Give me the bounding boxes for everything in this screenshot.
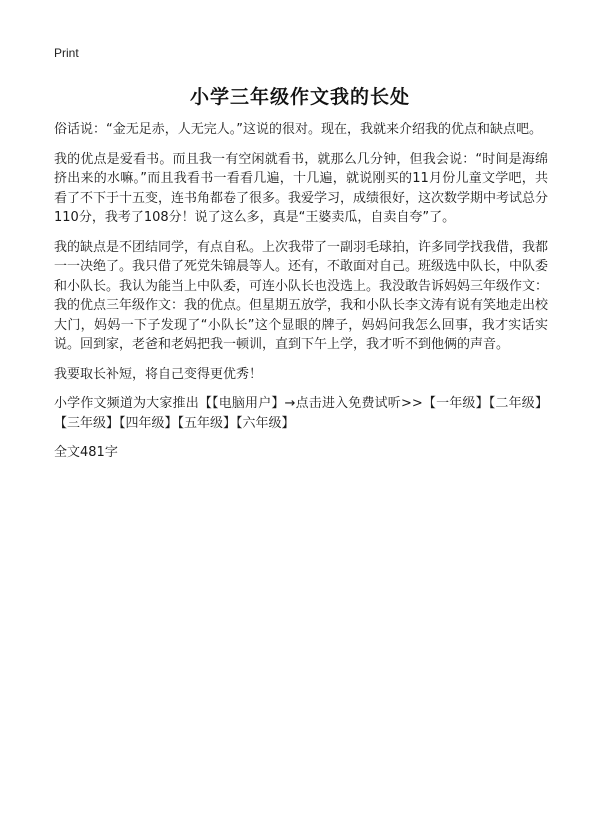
grade-link-6[interactable]: 【六年级】 — [236, 415, 295, 431]
computer-user-link[interactable]: 【【电脑用户】 — [198, 396, 285, 411]
print-link[interactable]: Print — [54, 46, 79, 60]
grade-link-5[interactable]: 【五年级】 — [177, 415, 237, 431]
paragraph-conclusion: 我要取长补短，将自己变得更优秀！ — [54, 366, 263, 382]
free-trial-link[interactable]: →点击进入免费试听>> — [284, 396, 423, 411]
page-title: 小学三年级作文我的长处 — [189, 86, 410, 108]
promo-prefix: 小学作文频道为大家推出 — [54, 396, 199, 411]
paragraph-strengths: 我的优点是爱看书。而且我一有空闲就看书，就那么几分钟，但我会说：“时间是海绵挤出来的水嘛。”而且我看书一看看几遍，十几遍，就说刚买的11月份儿童文学吧，共看了不下于十五变，连书角都卷了很多。我爱学习，成绩很好，这次数学期中考试总分110分，我考了108分！说了这么多，真是“王婆卖瓜，自卖自夸”了。 — [54, 151, 549, 225]
article-body — [54, 120, 548, 473]
word-count: 全文481字 — [54, 445, 118, 460]
grade-link-4[interactable]: 【四年级】 — [119, 415, 178, 431]
grade-link-1[interactable]: 【一年级】 — [422, 396, 489, 411]
paragraph-intro: 俗话说：“金无足赤，人无完人。”这说的很对。现在，我就来介绍我的优点和缺点吧。 — [54, 122, 542, 137]
promo-line — [54, 394, 548, 433]
paragraph-weaknesses: 我的缺点是不团结同学，有点自私。上次我带了一副羽毛球拍，许多同学找我借，我都一一决绝了。我只借了死党朱锦晨等人。还有，不敢面对自己。班级选中队长，中队委和小队长。我认为能当上中队委，可连小队长也没选上。我没敢告诉妈妈三年级作文：我的优点三年级作文：我的优点。但星期五放学，我和小队长李文涛有说有笑地走出校大门，妈妈一下子发现了“小队长”这个显眼的牌子，妈妈问我怎么回事，我才实话实说。回到家，老爸和老妈把我一顿训，直到下午上学，我才听不到他俩的声音。 — [54, 239, 549, 352]
grade-link-2[interactable]: 【二年级】 — [488, 396, 548, 411]
grade-link-3[interactable]: 【三年级】 — [54, 415, 120, 431]
